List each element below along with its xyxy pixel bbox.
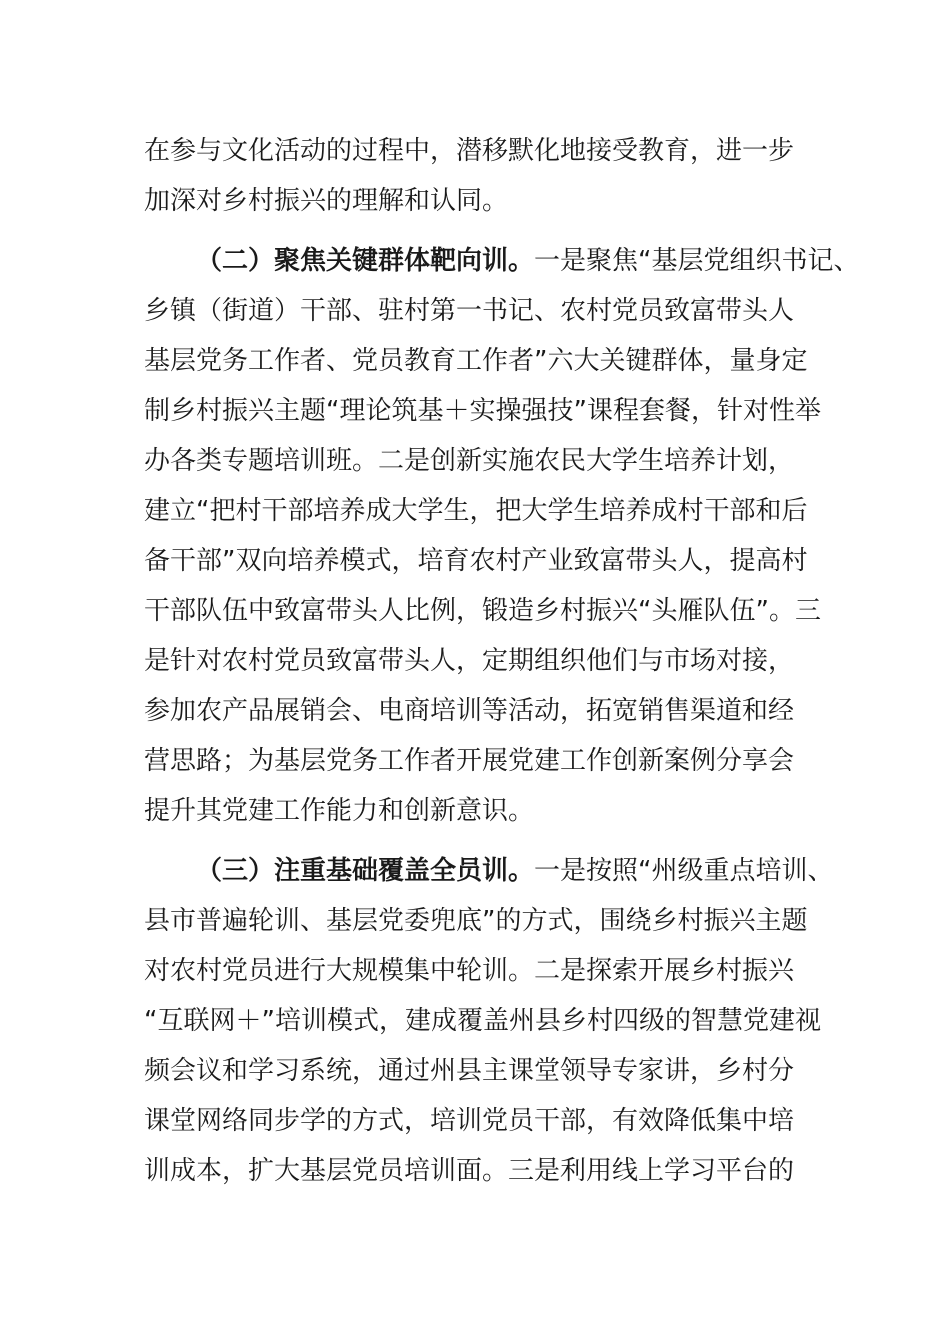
text-line: 制乡村振兴主题“理论筑基＋实操强技”课程套餐，针对性举	[144, 396, 821, 426]
text-line: 训成本，扩大基层党员培训面。三是利用线上学习平台的	[144, 1156, 795, 1186]
paragraph-full-coverage	[144, 846, 834, 1196]
text-line: 营思路；为基层党务工作者开展党建工作创新案例分享会	[144, 746, 795, 776]
text-run: 一是按照“州级重点培训、	[534, 856, 834, 886]
text-line: 办各类专题培训班。二是创新实施农民大学生培养计划，	[144, 446, 795, 476]
text-line: 是针对农村党员致富带头人，定期组织他们与市场对接，	[144, 646, 795, 676]
section-heading: （二）聚焦关键群体靶向训。	[196, 246, 535, 276]
text-line: 频会议和学习系统，通过州县主课堂领导专家讲，乡村分	[144, 1056, 795, 1086]
text-line: 对农村党员进行大规模集中轮训。二是探索开展乡村振兴	[144, 956, 795, 986]
text-line: 课堂网络同步学的方式，培训党员干部，有效降低集中培	[144, 1106, 795, 1136]
paragraph-first-line	[144, 846, 834, 896]
text-line: 干部队伍中致富带头人比例，锻造乡村振兴“头雁队伍”。三	[144, 596, 821, 626]
paragraph-continuation	[144, 126, 816, 226]
text-line: 在参与文化活动的过程中，潜移默化地接受教育，进一步	[144, 136, 795, 166]
text-line: 加深对乡村振兴的理解和认同。	[144, 186, 509, 216]
text-line: 基层党务工作者、党员教育工作者”六大关键群体，量身定	[144, 346, 808, 376]
paragraph-first-line	[144, 236, 860, 286]
paragraph-key-groups	[144, 236, 860, 836]
text-line: 乡镇（街道）干部、驻村第一书记、农村党员致富带头人	[144, 296, 795, 326]
text-line: 县市普遍轮训、基层党委兜底”的方式，围绕乡村振兴主题	[144, 906, 808, 936]
text-line: 建立“把村干部培养成大学生，把大学生培养成村干部和后	[144, 496, 808, 526]
text-run: 一是聚焦“基层党组织书记、	[534, 246, 860, 276]
text-line: “互联网＋”培训模式，建成覆盖州县乡村四级的智慧党建视	[144, 1006, 821, 1036]
text-line: 备干部”双向培养模式，培育农村产业致富带头人，提高村	[144, 546, 808, 576]
text-line: 参加农产品展销会、电商培训等活动，拓宽销售渠道和经	[144, 696, 795, 726]
text-line: 提升其党建工作能力和创新意识。	[144, 796, 535, 826]
section-heading: （三）注重基础覆盖全员训。	[196, 856, 535, 886]
